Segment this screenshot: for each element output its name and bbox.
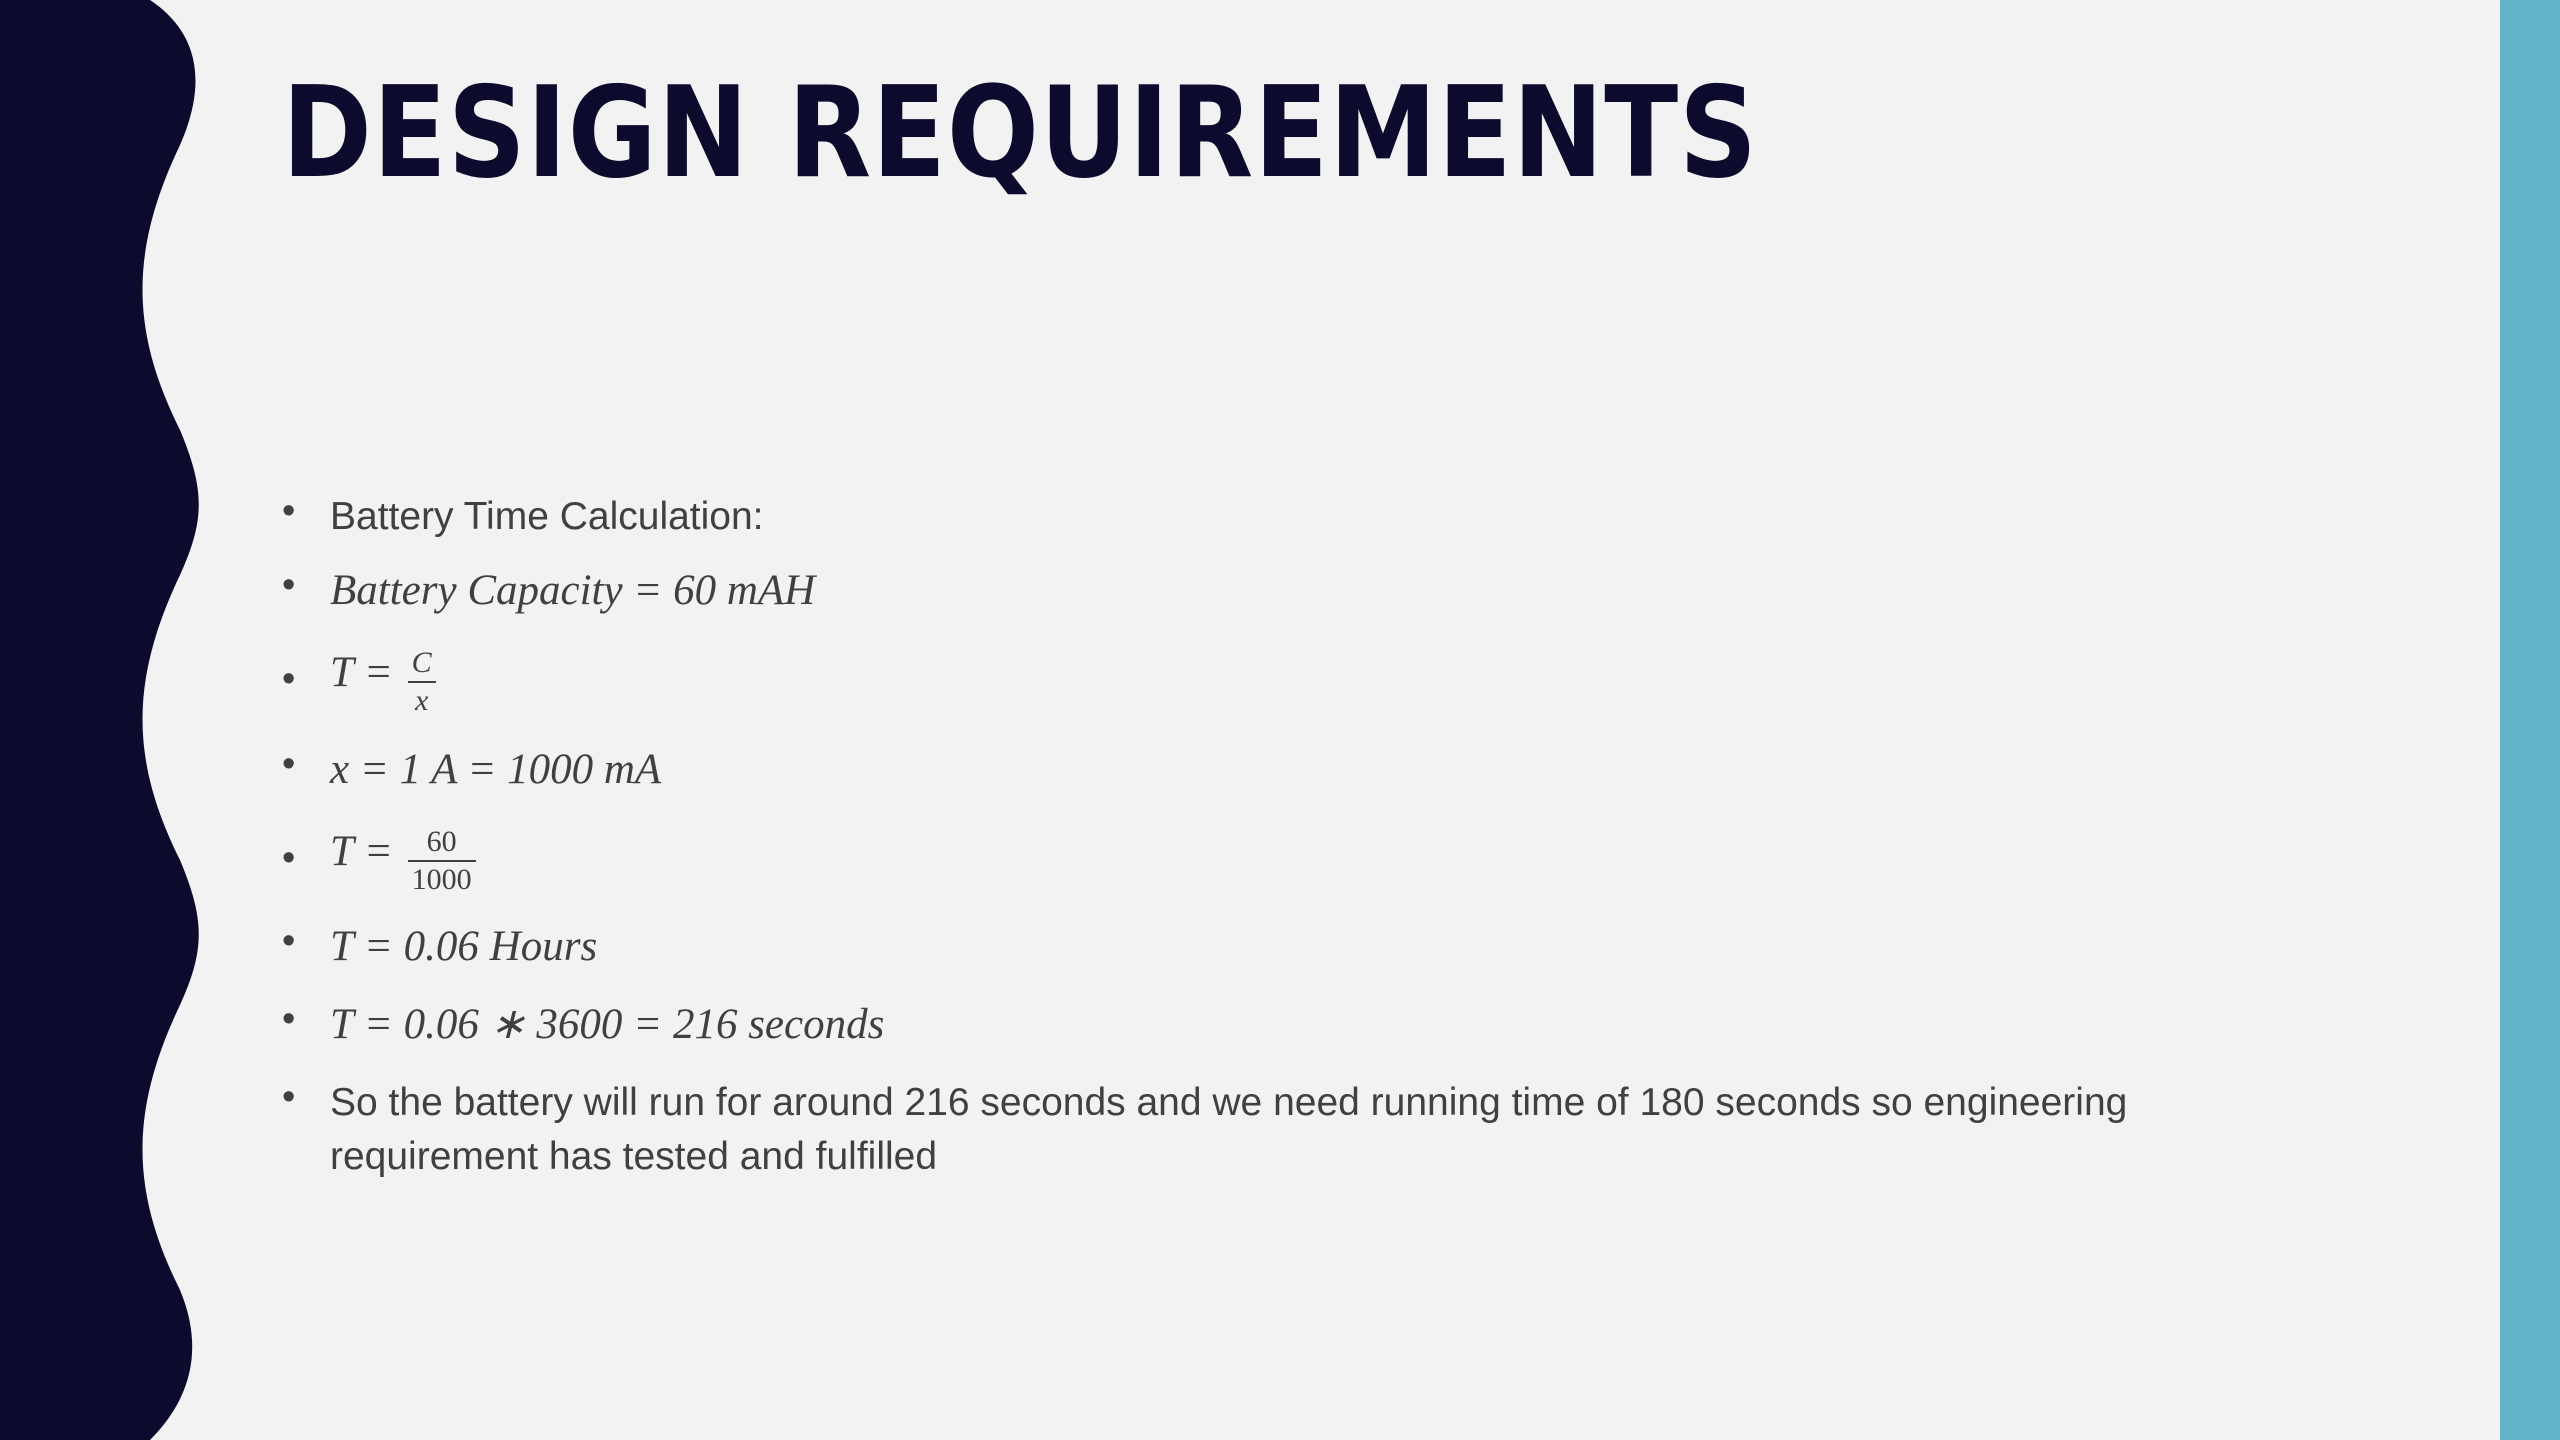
bullet-text: Battery Time Calculation:	[330, 495, 764, 538]
bullet-marker: •	[282, 836, 296, 879]
bullet-item	[282, 920, 2282, 974]
fraction-numerator: C	[408, 647, 436, 683]
slide-title: DESIGN REQUIREMENTS	[282, 59, 1758, 206]
fraction-numerator: 60	[408, 826, 476, 862]
equation-lhs: T =	[330, 649, 404, 696]
right-accent-bar	[2500, 0, 2560, 1440]
bullet-item	[282, 490, 2282, 544]
fraction-denominator: 1000	[411, 862, 472, 896]
bullet-marker: •	[282, 658, 296, 700]
fraction-denominator: x	[415, 683, 429, 717]
bullet-item	[282, 825, 2282, 896]
bullet-item	[282, 1076, 2282, 1184]
bullet-item	[282, 743, 2282, 797]
bullet-marker: •	[282, 564, 296, 606]
equation-lhs: T =	[330, 827, 404, 875]
equation: T = 0.06 ∗ 3600 = 216 seconds	[330, 1000, 885, 1048]
bullet-marker: •	[282, 919, 296, 962]
bullet-list	[282, 490, 2282, 1184]
bullet-item	[282, 646, 2282, 717]
bullet-marker: •	[282, 742, 296, 785]
bullet-text: So the battery will run for around 216 seconds and we need running time of 180 seconds so engineering requirement has tested and fulfilled	[330, 1080, 2128, 1178]
fraction	[408, 826, 476, 896]
equation: T = 0.06 Hours	[330, 922, 598, 970]
fraction	[408, 647, 436, 717]
bullet-marker: •	[282, 997, 296, 1040]
wavy-left-band	[0, 0, 200, 1440]
bullet-item	[282, 564, 2282, 618]
bullet-marker: •	[282, 490, 296, 532]
equation: Battery Capacity = 60 mAH	[330, 567, 816, 614]
equation: x = 1 A = 1000 mA	[330, 745, 662, 793]
bullet-item	[282, 998, 2282, 1052]
bullet-marker: •	[282, 1075, 296, 1118]
